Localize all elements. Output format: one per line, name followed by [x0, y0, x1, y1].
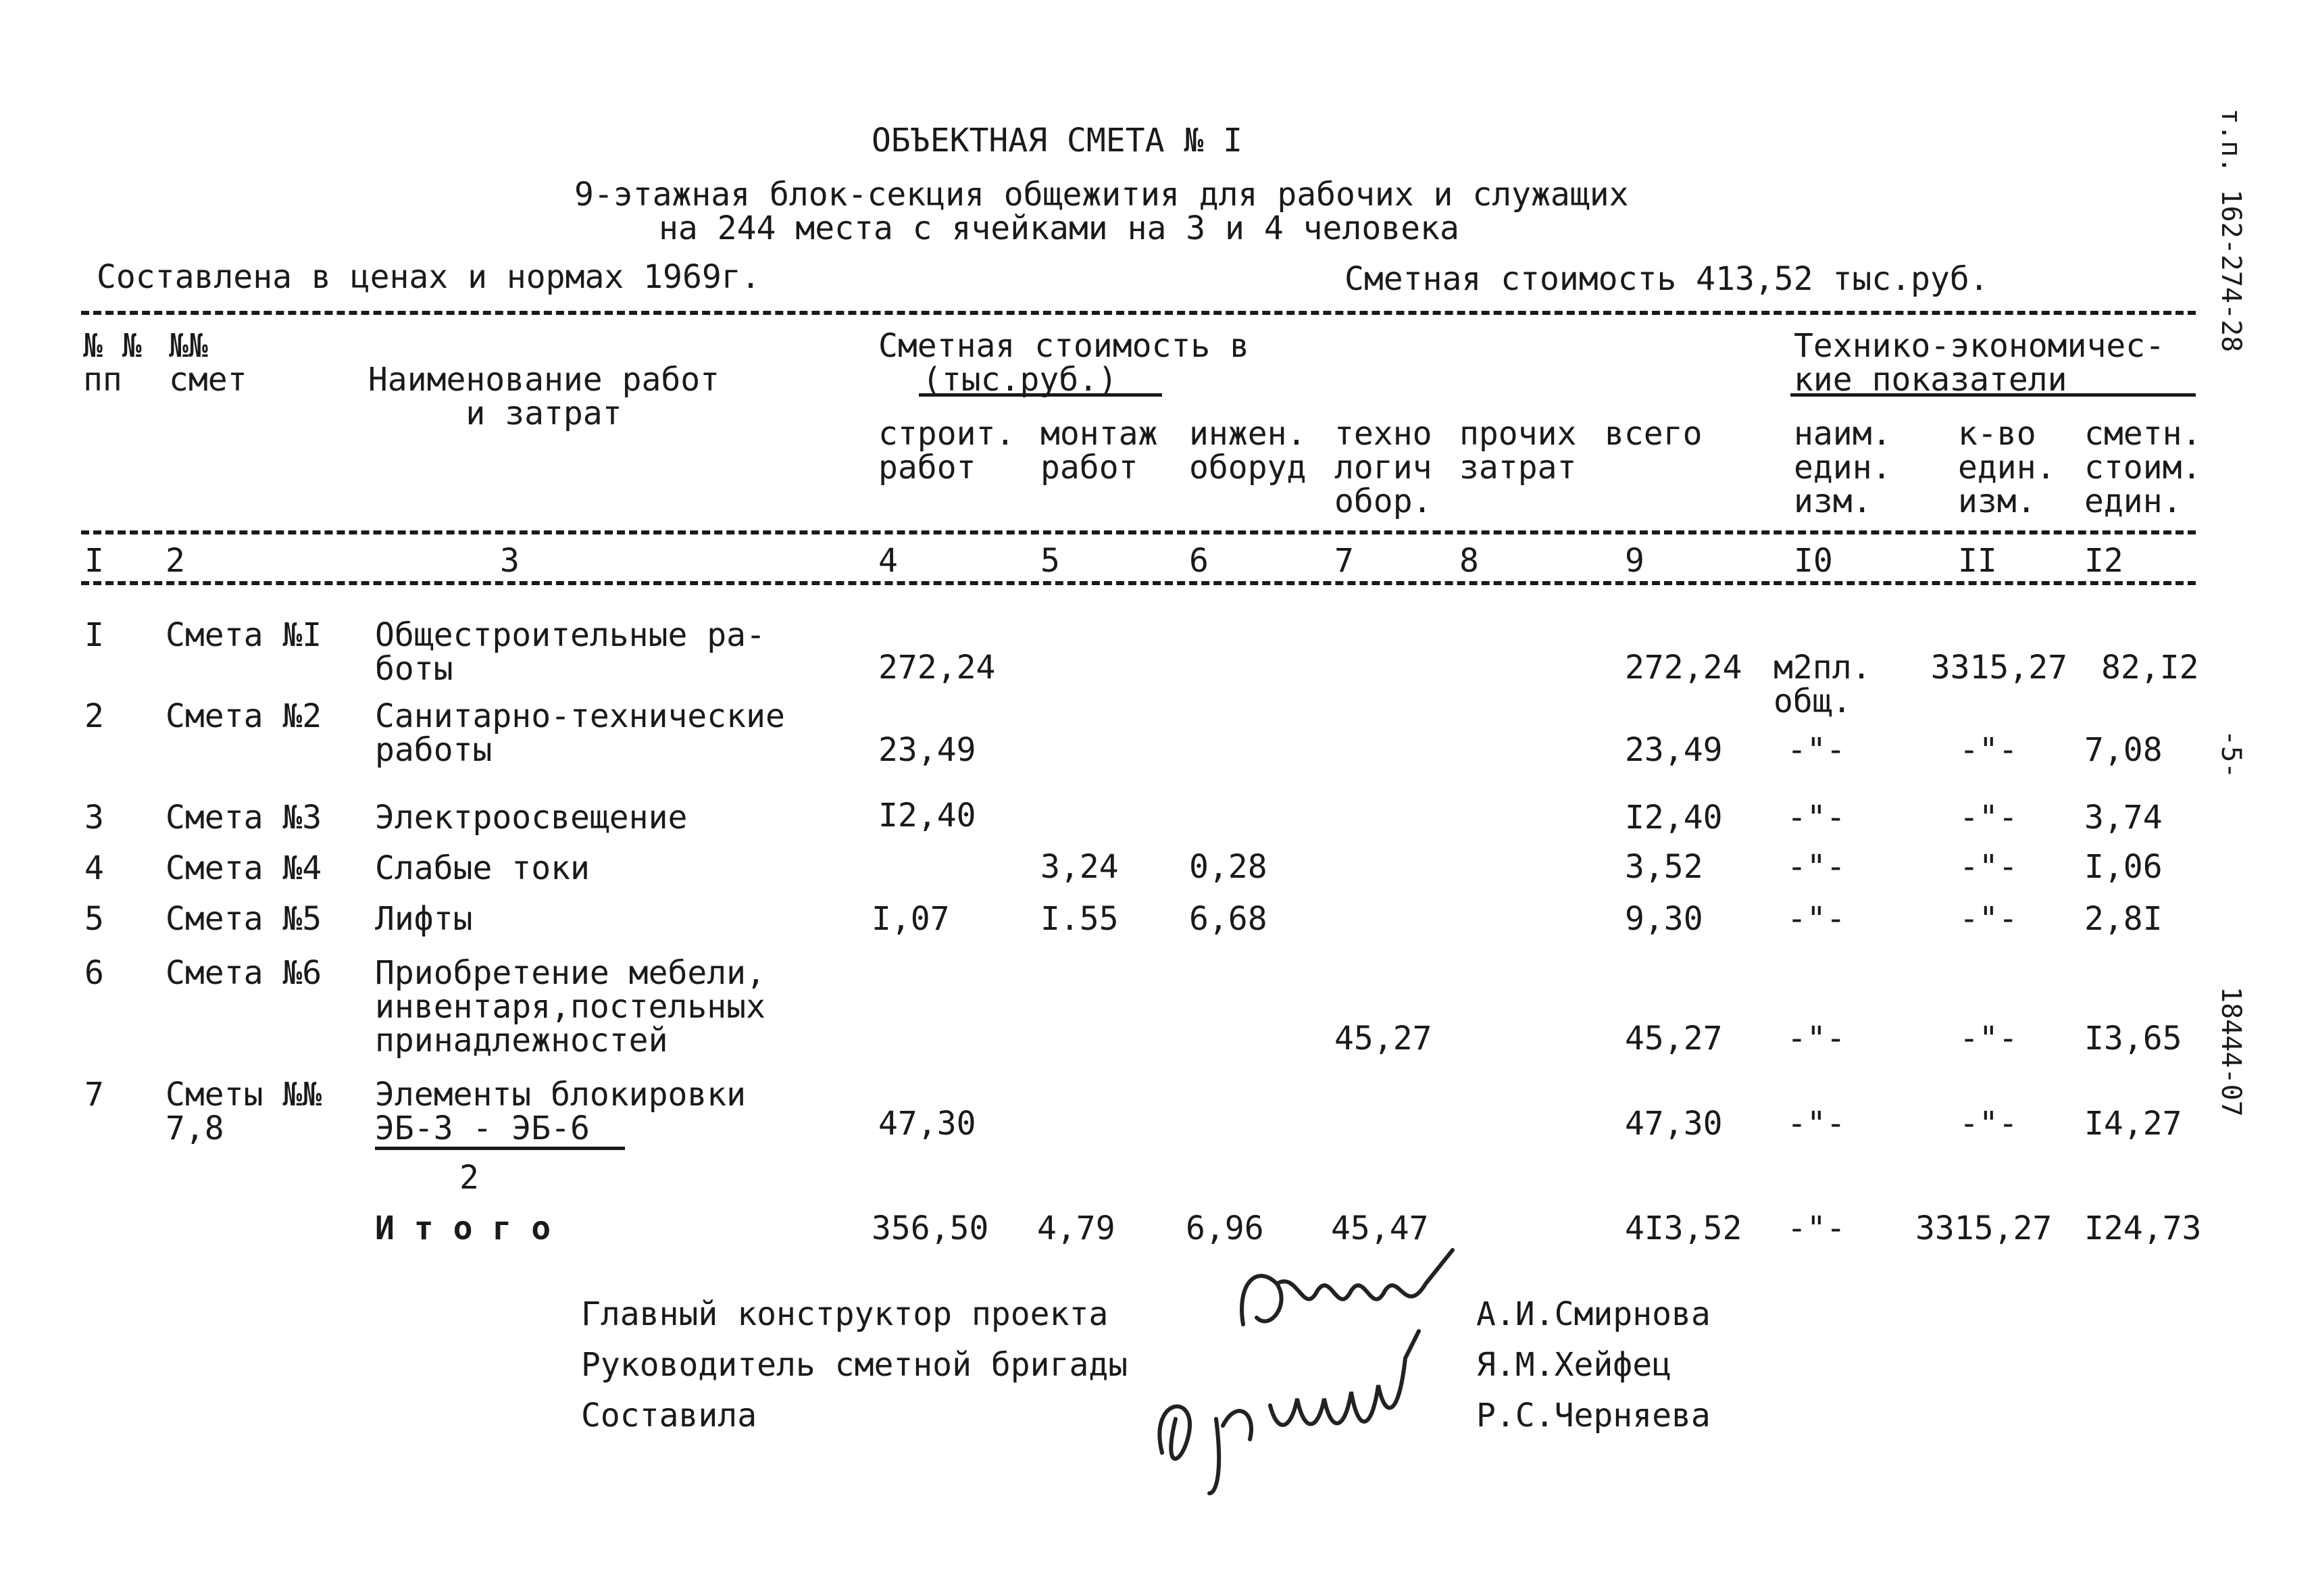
- row-unitcost: I,06: [2084, 848, 2163, 886]
- total-qty: 3315,27: [1915, 1210, 2053, 1247]
- row-unitcost: 82,I2: [2101, 649, 2199, 687]
- doc-subtitle-1: 9-этажная блок-секция общежития для рабочих и служащих: [574, 176, 1629, 214]
- rule-top: [81, 311, 2196, 315]
- total-eng: 6,96: [1186, 1210, 1264, 1247]
- total-unitcost: I24,73: [2084, 1210, 2202, 1247]
- header-cost-group: Сметная стоимость в: [878, 327, 1250, 365]
- row-name: Лифты: [375, 900, 473, 938]
- colnum-12: I2: [2084, 542, 2123, 580]
- row-qty: -"-: [1959, 1020, 2018, 1057]
- header-sub-other: прочих затрат: [1459, 415, 1577, 487]
- row-unitcost: 7,08: [2084, 731, 2163, 769]
- side-page-number: -5-: [2215, 730, 2246, 779]
- header-smet: №№ смет: [169, 327, 247, 399]
- row-total: 272,24: [1625, 649, 1742, 687]
- row-unitcost: 2,8I: [2084, 900, 2163, 938]
- row-name: Электроосвещение: [375, 799, 688, 837]
- total-total: 4I3,52: [1625, 1210, 1742, 1247]
- row-total: 47,30: [1625, 1105, 1723, 1143]
- row-number: 5: [84, 900, 104, 938]
- total-cost-note: Сметная стоимость 413,52 тыс.руб.: [1344, 260, 1989, 298]
- row-smeta: Смета №5: [166, 900, 322, 938]
- row-eng: 0,28: [1189, 848, 1267, 886]
- colnum-11: II: [1958, 542, 1997, 580]
- rule-numbers-bottom: [81, 581, 2196, 585]
- fraction-line: [375, 1147, 625, 1150]
- row-number: 3: [84, 799, 104, 837]
- row-qty: 3315,27: [1930, 649, 2067, 687]
- prices-note: Составлена в ценах и нормах 1969г.: [97, 258, 761, 296]
- row-qty: -"-: [1959, 848, 2018, 886]
- row-number: 7: [84, 1076, 104, 1114]
- row-name: Общестроительные ра- боты: [375, 616, 765, 688]
- row-smeta: Смета №2: [166, 697, 322, 735]
- header-tech-group-2: кие показатели: [1794, 361, 2067, 399]
- signature-name-3: Р.С.Черняева: [1476, 1397, 1711, 1435]
- row-unitcost: I3,65: [2084, 1020, 2182, 1057]
- row-qty: -"-: [1959, 799, 2018, 837]
- header-cost-units: (тыс.руб.): [922, 361, 1117, 399]
- total-tech: 45,47: [1331, 1210, 1429, 1247]
- signature-role-1: Главный конструктор проекта: [581, 1295, 1109, 1333]
- row-number: 4: [84, 849, 104, 887]
- row-total: 45,27: [1625, 1020, 1723, 1057]
- row-unit: -"-: [1787, 1020, 1846, 1057]
- row-qty: -"-: [1959, 731, 2018, 769]
- signature-name-2: Я.М.Хейфец: [1476, 1346, 1671, 1384]
- header-sub-unit: наим. един. изм.: [1794, 415, 1892, 520]
- signature-role-3: Составила: [581, 1397, 757, 1435]
- row-total: 9,30: [1625, 900, 1703, 938]
- total-build: 356,50: [872, 1210, 989, 1247]
- header-sub-build: строит. работ: [878, 415, 1015, 487]
- row-total: 3,52: [1625, 848, 1703, 886]
- row-eng: 6,68: [1189, 900, 1267, 938]
- header-sub-mount: монтаж работ: [1040, 415, 1158, 487]
- side-number: 18444-07: [2215, 987, 2246, 1117]
- row-number: 6: [84, 954, 104, 992]
- row-unit: -"-: [1787, 1105, 1846, 1143]
- row-build: I,07: [872, 900, 950, 938]
- total-mount: 4,79: [1037, 1210, 1115, 1247]
- row-unit: -"-: [1787, 799, 1846, 837]
- colnum-7: 7: [1334, 542, 1354, 580]
- row-smeta: Сметы №№ 7,8: [166, 1076, 322, 1147]
- row-unit: -"-: [1787, 900, 1846, 938]
- total-label: И т о г о: [375, 1210, 551, 1247]
- row-unit: -"-: [1787, 731, 1846, 769]
- row-name: Приобретение мебели, инвентаря,постельных принадлежностей: [375, 954, 765, 1059]
- side-code: т.п. 162-274-28: [2215, 108, 2246, 353]
- row-unit: м2пл. общ.: [1774, 649, 1871, 720]
- colnum-3: 3: [500, 542, 520, 580]
- colnum-4: 4: [878, 542, 898, 580]
- colnum-6: 6: [1189, 542, 1209, 580]
- row-smeta: Смета №4: [166, 849, 322, 887]
- row-smeta: Смета №3: [166, 799, 322, 837]
- doc-subtitle-2: на 244 места с ячейками на 3 и 4 человека: [659, 209, 1459, 247]
- colnum-1: I: [84, 542, 104, 580]
- row-mount: I.55: [1040, 900, 1119, 938]
- total-unit: -"-: [1787, 1210, 1846, 1247]
- header-nn: № № пп: [83, 327, 142, 399]
- header-sub-qty: к-во един. изм.: [1958, 415, 2056, 520]
- header-name: Наименование работ и затрат: [368, 361, 720, 432]
- row-unitcost: 3,74: [2084, 799, 2163, 837]
- row-qty: -"-: [1959, 900, 2018, 938]
- row-build: 23,49: [878, 731, 976, 769]
- row-total: I2,40: [1625, 799, 1723, 837]
- doc-title: ОБЪЕКТНАЯ СМЕТА № I: [872, 122, 1243, 159]
- row-mount: 3,24: [1040, 848, 1119, 886]
- row-qty: -"-: [1959, 1105, 2018, 1143]
- header-tech-group: Технико-экономичес-: [1794, 327, 2165, 365]
- header-sub-unitcost: сметн. стоим. един.: [2084, 415, 2202, 520]
- row-number: 2: [84, 697, 104, 735]
- row-build: I2,40: [878, 797, 976, 834]
- handwritten-signature-2: [1135, 1318, 1486, 1500]
- row-smeta: Смета №6: [166, 954, 322, 992]
- signature-name-1: А.И.Смирнова: [1476, 1295, 1711, 1333]
- row-name: Санитарно-технические работы: [375, 697, 785, 769]
- colnum-5: 5: [1040, 542, 1060, 580]
- rule-header-bottom: [81, 530, 2196, 534]
- fraction-denominator: 2: [459, 1159, 479, 1197]
- row-smeta: Смета №I: [166, 616, 322, 654]
- row-build: 47,30: [878, 1105, 976, 1143]
- row-tech: 45,27: [1334, 1020, 1432, 1057]
- signature-role-2: Руководитель сметной бригады: [581, 1346, 1128, 1384]
- colnum-9: 9: [1625, 542, 1644, 580]
- row-total: 23,49: [1625, 731, 1723, 769]
- row-unit: -"-: [1787, 848, 1846, 886]
- header-sub-eng: инжен. оборуд: [1189, 415, 1307, 487]
- row-build: 272,24: [878, 649, 996, 687]
- header-sub-tech: техно логич обор.: [1334, 415, 1432, 520]
- row-name: Слабые токи: [375, 849, 590, 887]
- row-name: Элементы блокировки ЭБ-3 - ЭБ-6: [375, 1076, 747, 1147]
- row-unitcost: I4,27: [2084, 1105, 2182, 1143]
- header-sub-total: всего: [1605, 415, 1703, 453]
- colnum-2: 2: [166, 542, 185, 580]
- colnum-8: 8: [1459, 542, 1479, 580]
- row-number: I: [84, 616, 104, 654]
- colnum-10: I0: [1794, 542, 1833, 580]
